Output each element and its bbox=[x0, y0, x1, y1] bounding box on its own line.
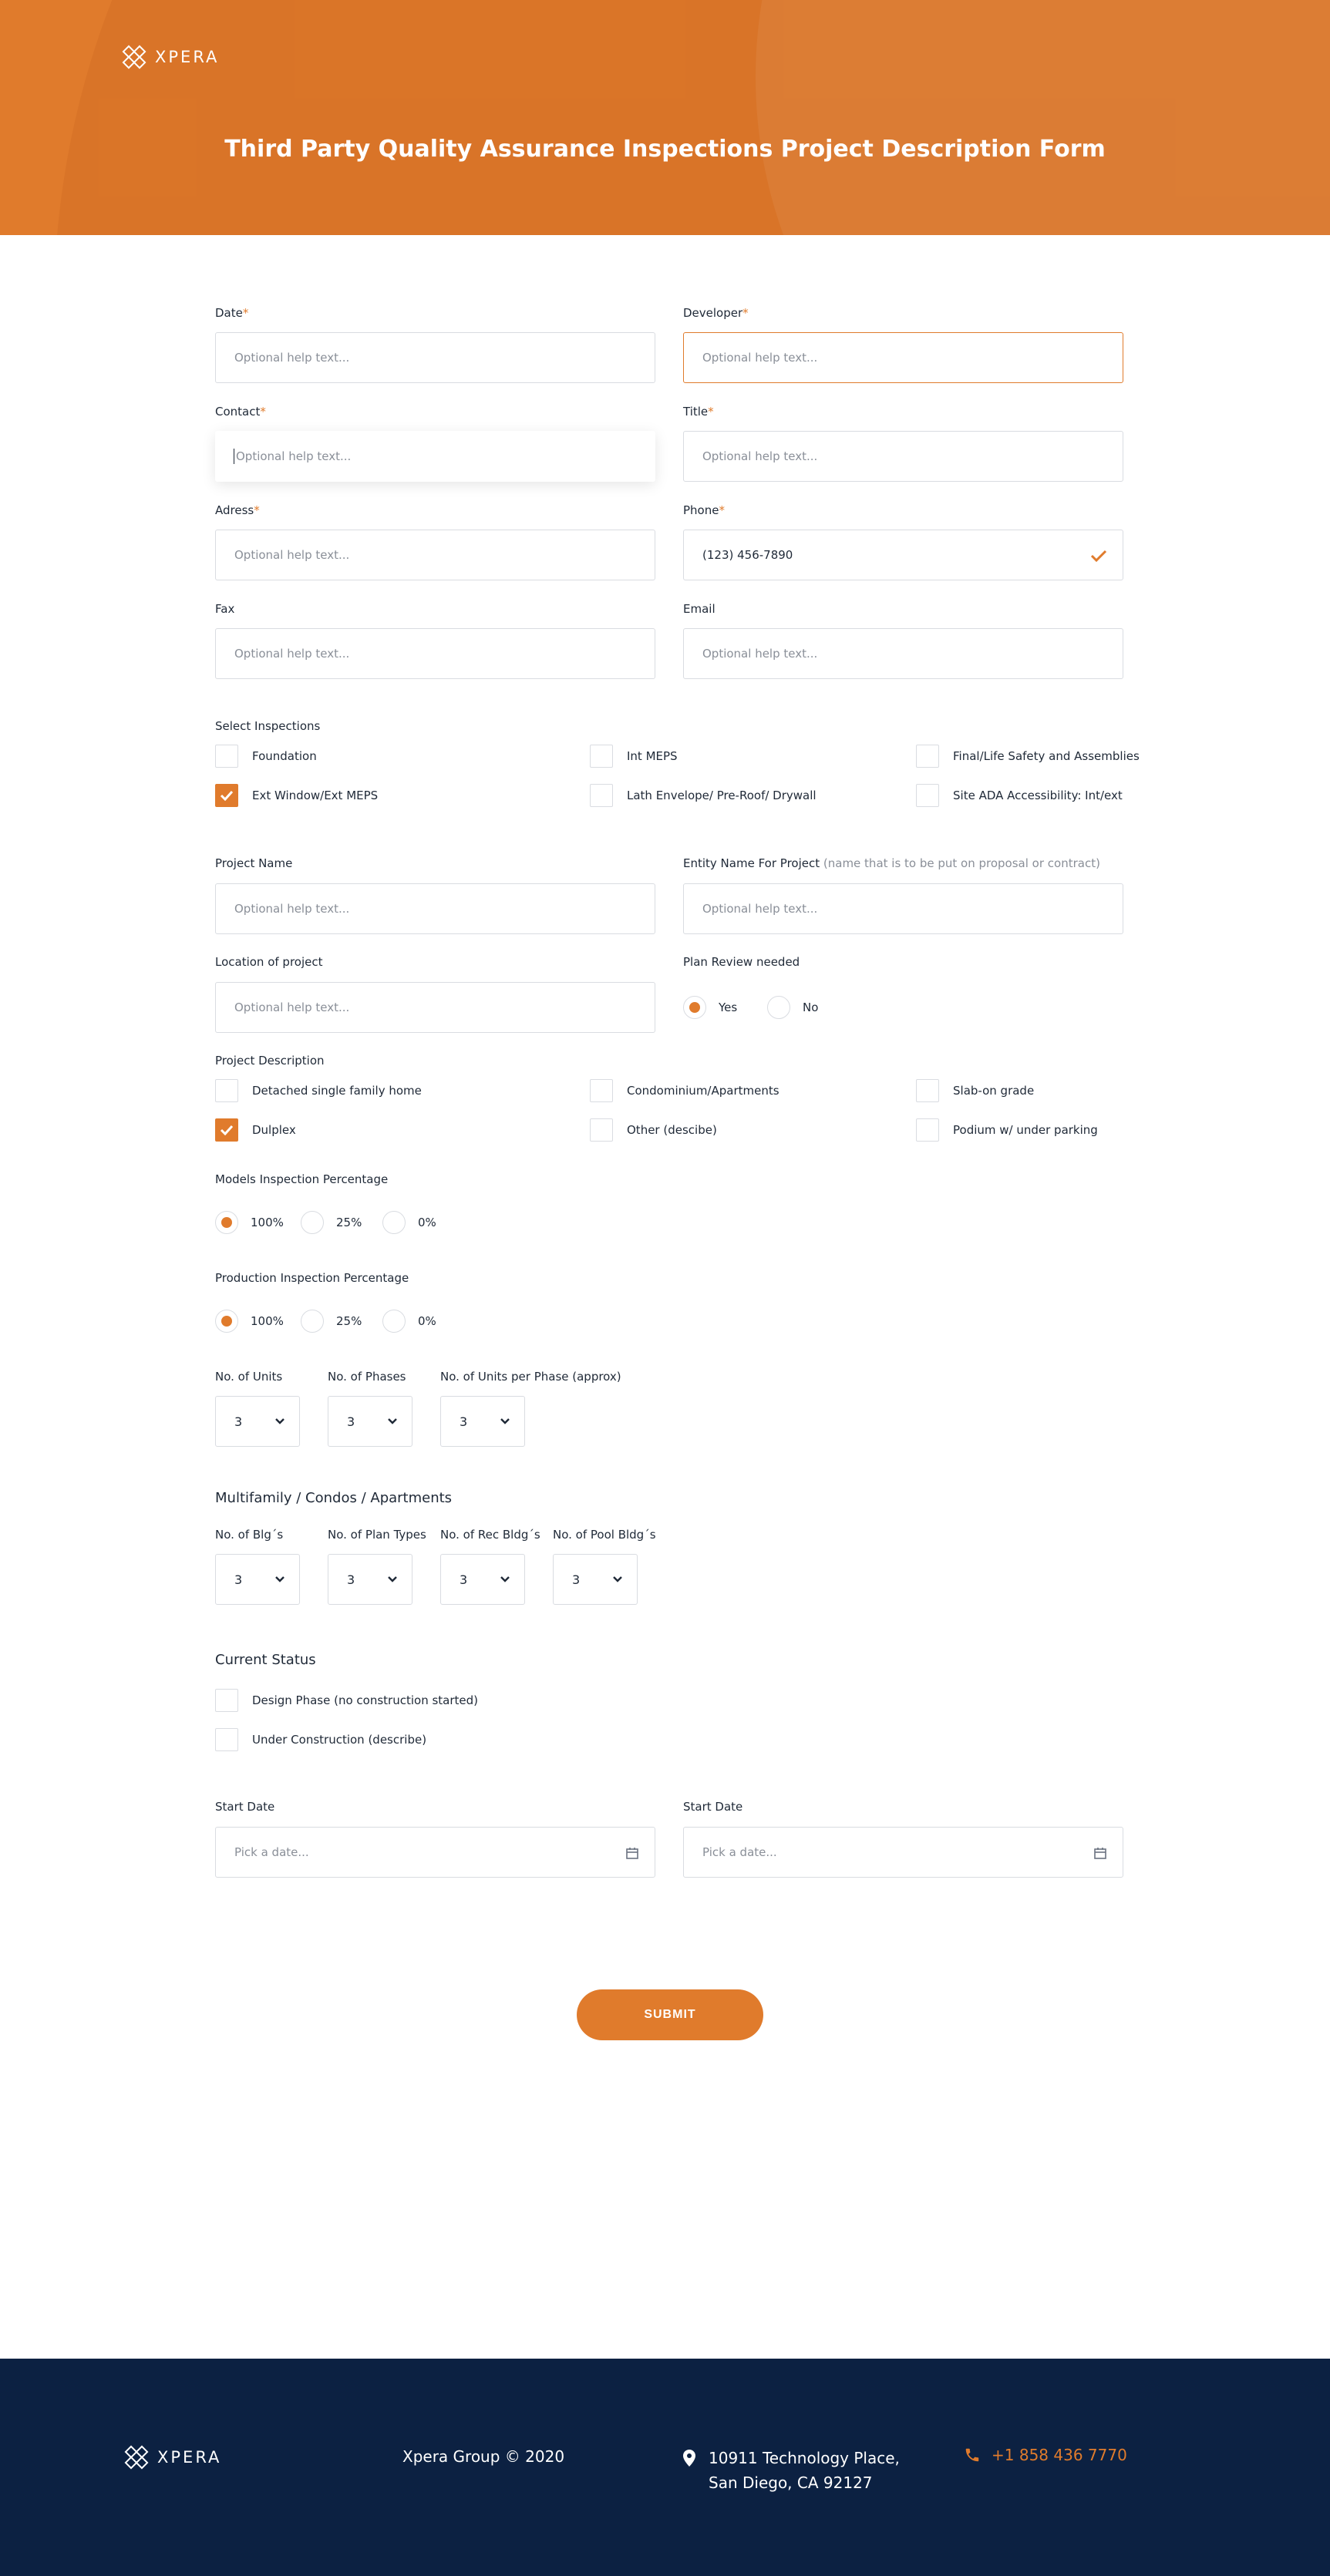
units-per-phase-select[interactable]: 3 bbox=[440, 1396, 525, 1447]
location-field[interactable]: Optional help text... bbox=[215, 982, 655, 1033]
xpera-logo-icon bbox=[121, 44, 147, 70]
check-icon bbox=[220, 1125, 234, 1135]
inspection-checkbox-lath-envelope[interactable]: Lath Envelope/ Pre-Roof/ Drywall bbox=[590, 784, 817, 807]
models-inspection-label: Models Inspection Percentage bbox=[215, 1172, 389, 1186]
current-status-title: Current Status bbox=[215, 1652, 316, 1668]
location-label: Location of project bbox=[215, 955, 323, 969]
phone-number: +1 858 436 7770 bbox=[992, 2446, 1127, 2464]
chevron-down-icon bbox=[500, 1417, 510, 1425]
page-title: Third Party Quality Assurance Inspections Project Description Form bbox=[224, 136, 1106, 163]
buildings-label: No. of Blg´s bbox=[215, 1528, 284, 1542]
plan-review-label: Plan Review needed bbox=[683, 955, 800, 969]
xpera-logo[interactable] bbox=[121, 44, 219, 70]
production-inspection-label: Production Inspection Percentage bbox=[215, 1271, 409, 1285]
units-label: No. of Units bbox=[215, 1370, 283, 1384]
address-field[interactable]: Optional help text... bbox=[215, 530, 655, 580]
description-checkbox-duplex[interactable]: Dulplex bbox=[215, 1118, 296, 1142]
chevron-down-icon bbox=[387, 1576, 398, 1583]
phone-icon bbox=[964, 2447, 981, 2463]
production-0-radio[interactable]: 0% bbox=[382, 1310, 436, 1333]
chevron-down-icon bbox=[500, 1576, 510, 1583]
project-name-field[interactable]: Optional help text... bbox=[215, 883, 655, 934]
page-header bbox=[0, 0, 1330, 235]
chevron-down-icon bbox=[387, 1417, 398, 1425]
models-100-radio[interactable]: 100% bbox=[215, 1211, 284, 1234]
logo-text: XPERA bbox=[155, 48, 220, 66]
phases-select[interactable]: 3 bbox=[328, 1396, 412, 1447]
plan-review-yes-radio[interactable]: Yes bbox=[683, 996, 737, 1019]
pool-buildings-select[interactable]: 3 bbox=[553, 1554, 638, 1605]
contact-label: Contact* bbox=[215, 405, 266, 419]
entity-name-label: Entity Name For Project (name that is to be put on proposal or contract) bbox=[683, 856, 1100, 870]
project-name-label: Project Name bbox=[215, 856, 293, 870]
chevron-down-icon bbox=[612, 1576, 623, 1583]
calendar-icon[interactable] bbox=[1093, 1846, 1107, 1860]
production-100-radio[interactable]: 100% bbox=[215, 1310, 284, 1333]
inspection-checkbox-final-life-safety[interactable]: Final/Life Safety and Assemblies bbox=[916, 745, 1140, 768]
buildings-select[interactable]: 3 bbox=[215, 1554, 300, 1605]
models-25-radio[interactable]: 25% bbox=[301, 1211, 362, 1234]
title-field[interactable]: Optional help text... bbox=[683, 431, 1123, 482]
inspections-label: Select Inspections bbox=[215, 719, 321, 733]
chevron-down-icon bbox=[274, 1417, 285, 1425]
models-0-radio[interactable]: 0% bbox=[382, 1211, 436, 1234]
address-line: San Diego, CA 92127 bbox=[709, 2473, 873, 2492]
multifamily-title: Multifamily / Condos / Apartments bbox=[215, 1490, 453, 1506]
start-date-picker[interactable]: Pick a date... bbox=[215, 1827, 655, 1878]
inspection-checkbox-foundation[interactable]: Foundation bbox=[215, 745, 317, 768]
description-checkbox-podium[interactable]: Podium w/ under parking bbox=[916, 1118, 1098, 1142]
address-line: 10911 Technology Place, bbox=[709, 2449, 900, 2467]
inspection-checkbox-int-meps[interactable]: Int MEPS bbox=[590, 745, 678, 768]
header-decoration bbox=[756, 0, 1330, 235]
units-per-phase-label: No. of Units per Phase (approx) bbox=[440, 1370, 621, 1384]
copyright-text: Xpera Group © 2020 bbox=[402, 2447, 565, 2466]
units-select[interactable]: 3 bbox=[215, 1396, 300, 1447]
page-footer bbox=[0, 2359, 1330, 2576]
status-checkbox-design-phase[interactable]: Design Phase (no construction started) bbox=[215, 1689, 478, 1712]
status-checkbox-under-construction[interactable]: Under Construction (describe) bbox=[215, 1728, 426, 1751]
inspection-checkbox-site-ada[interactable]: Site ADA Accessibility: Int/ext bbox=[916, 784, 1123, 807]
submit-button[interactable]: SUBMIT bbox=[577, 1989, 763, 2040]
description-checkbox-slab-on-grade[interactable]: Slab-on grade bbox=[916, 1079, 1034, 1102]
description-checkbox-condominium[interactable]: Condominium/Apartments bbox=[590, 1079, 779, 1102]
date-label: Date* bbox=[215, 306, 249, 320]
calendar-icon[interactable] bbox=[625, 1846, 639, 1860]
plan-review-no-radio[interactable]: No bbox=[767, 996, 818, 1019]
entity-name-field[interactable]: Optional help text... bbox=[683, 883, 1123, 934]
address-label: Adress* bbox=[215, 503, 260, 517]
description-checkbox-other[interactable]: Other (descibe) bbox=[590, 1118, 717, 1142]
email-label: Email bbox=[683, 602, 716, 616]
rec-buildings-label: No. of Rec Bldg´s bbox=[440, 1528, 540, 1542]
footer-address bbox=[682, 2446, 900, 2495]
title-label: Title* bbox=[683, 405, 714, 419]
developer-field[interactable]: Optional help text... bbox=[683, 332, 1123, 383]
start-date-picker[interactable]: Pick a date... bbox=[683, 1827, 1123, 1878]
plan-types-select[interactable]: 3 bbox=[328, 1554, 412, 1605]
xpera-logo-icon bbox=[123, 2444, 150, 2470]
email-field[interactable]: Optional help text... bbox=[683, 628, 1123, 679]
plan-types-label: No. of Plan Types bbox=[328, 1528, 426, 1542]
xpera-logo[interactable] bbox=[123, 2444, 221, 2470]
phone-label: Phone* bbox=[683, 503, 725, 517]
fax-label: Fax bbox=[215, 602, 235, 616]
chevron-down-icon bbox=[274, 1576, 285, 1583]
start-date-label: Start Date bbox=[215, 1800, 275, 1814]
rec-buildings-select[interactable]: 3 bbox=[440, 1554, 525, 1605]
inspection-checkbox-ext-window[interactable]: Ext Window/Ext MEPS bbox=[215, 784, 378, 807]
production-25-radio[interactable]: 25% bbox=[301, 1310, 362, 1333]
date-field[interactable]: Optional help text... bbox=[215, 332, 655, 383]
pool-buildings-label: No. of Pool Bldg´s bbox=[553, 1528, 656, 1542]
developer-label: Developer* bbox=[683, 306, 749, 320]
fax-field[interactable]: Optional help text... bbox=[215, 628, 655, 679]
location-pin-icon bbox=[682, 2449, 696, 2467]
description-checkbox-single-family[interactable]: Detached single family home bbox=[215, 1079, 422, 1102]
project-description-label: Project Description bbox=[215, 1054, 325, 1068]
phone-field[interactable]: (123) 456-7890 bbox=[683, 530, 1123, 580]
valid-check-icon bbox=[1090, 549, 1107, 563]
contact-field[interactable]: Optional help text... bbox=[215, 431, 655, 482]
logo-text: XPERA bbox=[157, 2448, 222, 2467]
check-icon bbox=[220, 790, 234, 801]
phases-label: No. of Phases bbox=[328, 1370, 406, 1384]
footer-phone-link[interactable] bbox=[964, 2446, 1127, 2464]
start-date-label: Start Date bbox=[683, 1800, 743, 1814]
